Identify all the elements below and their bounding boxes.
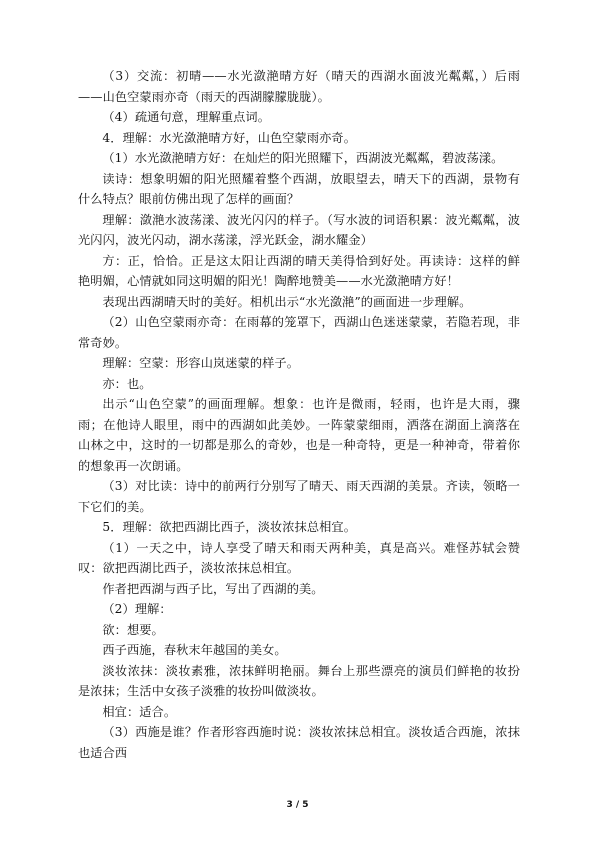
paragraph: 理解：空蒙：形容山岚迷蒙的样子。 (102, 356, 299, 370)
page-number: 3 / 5 (286, 800, 309, 810)
paragraph: 亦：也。 (102, 376, 152, 391)
paragraph: （3）交流：初晴——水光潋滟晴方好（晴天的西湖水面波光粼粼，）后雨——山色空蒙雨亦奇（雨天的西湖朦朦胧胧）。 (78, 69, 520, 104)
paragraph: （1）一天之中，诗人享受了晴天和雨天两种美，真是高兴。难怪苏轼会赞叹：欲把西湖比西子，淡妆浓抹总相宜。 (78, 540, 520, 575)
paragraph: 出示“山色空蒙”的画面理解。想象：也许是微雨，轻雨，也许是大雨，骤雨；在他诗人眼里，雨中的西湖如此美妙。一阵蒙蒙细雨，洒落在湖面上滴落在山林之中，这时的一切都是那么的奇妙，也是一种奇特，更是一种神奇，带着你的想象再一次朗诵。 (78, 397, 520, 473)
paragraph: （3）对比读：诗中的前两行分别写了晴天、雨天西湖的美景。齐读，领略一下它们的美。 (78, 479, 520, 514)
document-body (78, 66, 520, 763)
paragraph: （1）水光潋滟晴方好：在灿烂的阳光照耀下，西湖波光粼粼，碧波荡漾。 (102, 151, 504, 165)
paragraph: 方：正，恰恰。正是这太阳让西湖的晴天美得恰到好处。再读诗：这样的鲜艳明媚，心情就如同这明媚的阳光！陶醉地赞美——水光潋滟晴方好！ (78, 253, 520, 288)
paragraph: 读诗：想象明媚的阳光照耀着整个西湖，放眼望去，晴天下的西湖，景物有什么特点？眼前仿佛出现了怎样的画面？ (78, 171, 520, 206)
paragraph: 表现出西湖晴天时的美好。相机出示“水光潋滟”的画面进一步理解。 (102, 294, 472, 309)
paragraph: （3）西施是谁？作者形容西施时说：淡妆浓抹总相宜。淡妆适合西施，浓抹也适合西 (78, 725, 520, 760)
paragraph: 理解：潋滟水波荡漾、波光闪闪的样子。（写水波的词语积累：波光粼粼，波光闪闪，波光闪动，湖水荡漾，浮光跃金，湖水耀金） (78, 212, 520, 247)
paragraph: 西子西施，春秋末年越国的美女。 (102, 643, 287, 657)
paragraph: 4．理解：水光潋滟晴方好，山色空蒙雨亦奇。 (102, 130, 356, 145)
paragraph: （2）山色空蒙雨亦奇：在雨幕的笼罩下，西湖山色迷迷蒙蒙，若隐若现，非常奇妙。 (78, 315, 520, 350)
paragraph: 相宜：适合。 (102, 704, 177, 719)
paragraph: 淡妆浓抹：淡妆素雅，浓抹鲜明艳丽。舞台上那些漂亮的演员们鲜艳的妆扮是浓抹；生活中女孩子淡雅的妆扮叫做淡妆。 (78, 663, 520, 698)
paragraph: 5．理解：欲把西湖比西子，淡妆浓抹总相宜。 (102, 520, 356, 534)
paragraph: 欲：想要。 (102, 622, 164, 637)
paragraph: （4）疏通句意，理解重点词。 (102, 110, 270, 124)
paragraph: 作者把西湖与西子比，写出了西湖的美。 (102, 581, 324, 596)
paragraph: （2）理解： (102, 602, 172, 616)
